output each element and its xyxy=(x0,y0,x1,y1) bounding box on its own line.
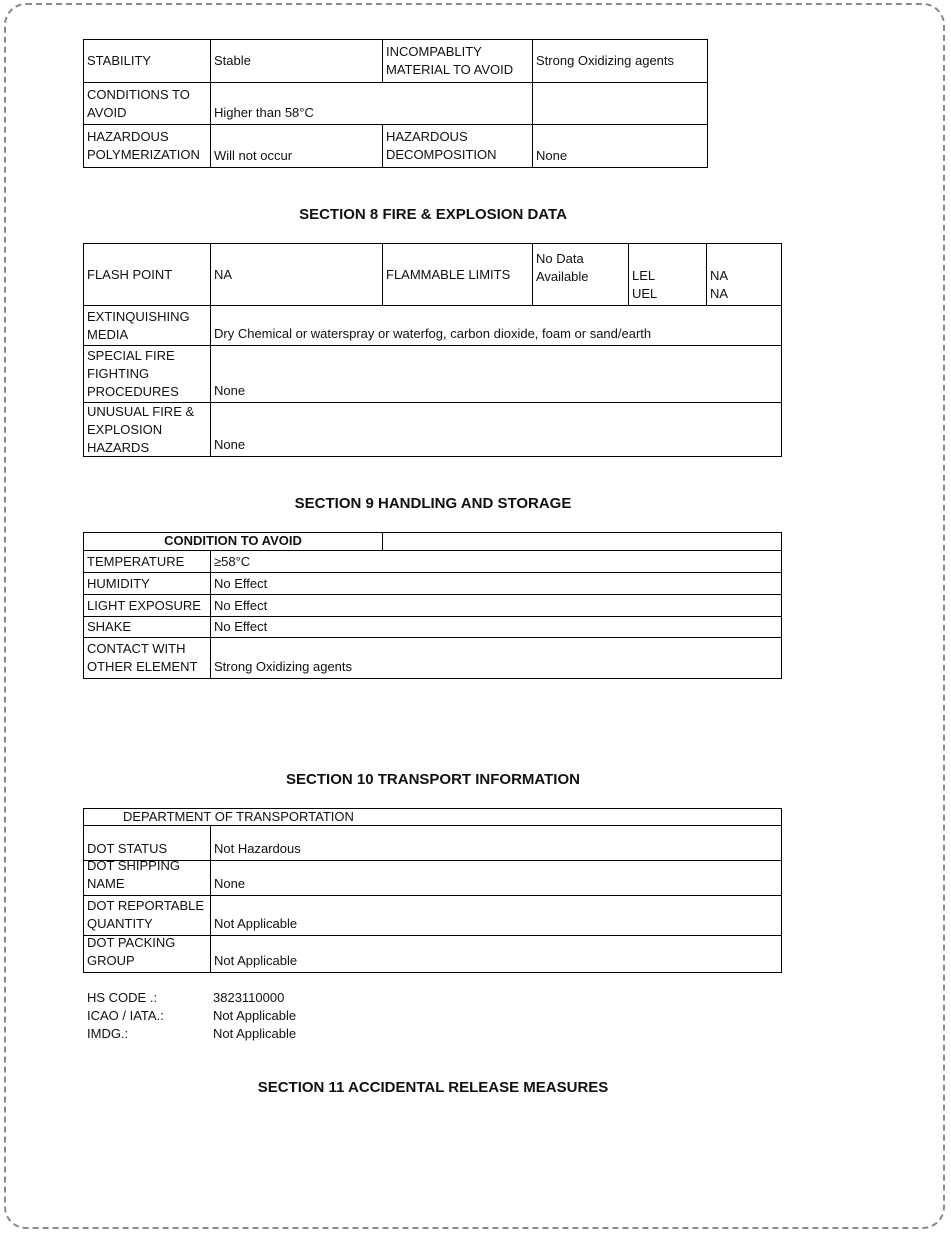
hs-code-label: HS CODE .: xyxy=(87,990,158,1005)
section-11-title: SECTION 11 ACCIDENTAL RELEASE MEASURES xyxy=(257,1079,609,1096)
lel-uel-labels: LEL UEL xyxy=(632,268,658,301)
hazardous-polymerization-value: Will not occur xyxy=(214,148,293,163)
dot-reportable-quantity-label: DOT REPORTABLE QUANTITY xyxy=(87,898,205,931)
incompatibility-label: INCOMPABLITY MATERIAL TO AVOID xyxy=(386,44,514,77)
shake-label: SHAKE xyxy=(87,619,132,634)
conditions-value: Higher than 58°C xyxy=(214,105,314,120)
temperature-value: ≥58°C xyxy=(214,553,251,569)
section-10-title: SECTION 10 TRANSPORT INFORMATION xyxy=(286,771,580,788)
dot-packing-group-label: DOT PACKING GROUP xyxy=(87,935,176,968)
dot-packing-group-value: Not Applicable xyxy=(214,953,298,968)
hazardous-decomposition-value: None xyxy=(536,148,568,163)
flash-point-value: NA xyxy=(214,266,233,282)
humidity-value: No Effect xyxy=(214,575,268,591)
extinguishing-media-value: Dry Chemical or waterspray or waterfog, carbon dioxide, foam or sand/earth xyxy=(214,326,652,341)
lel-uel-values: NA NA xyxy=(710,268,729,301)
hazardous-decomposition-label: HAZARDOUS DECOMPOSITION xyxy=(386,129,497,162)
hs-code-value: 3823110000 xyxy=(213,990,285,1005)
dot-shipping-name-value: None xyxy=(214,876,246,891)
dot-shipping-name-label: DOT SHIPPING NAME xyxy=(87,858,180,891)
light-exposure-value: No Effect xyxy=(214,597,268,613)
stability-label: STABILITY xyxy=(87,53,152,68)
unusual-hazards-value: None xyxy=(214,437,246,452)
dot-status-value: Not Hazardous xyxy=(214,841,301,856)
imdg-value: Not Applicable xyxy=(213,1026,297,1041)
hazardous-polymerization-label: HAZARDOUS POLYMERIZATION xyxy=(87,129,200,162)
section-8-title: SECTION 8 FIRE & EXPLOSION DATA xyxy=(299,206,567,223)
humidity-label: HUMIDITY xyxy=(87,575,150,591)
dot-header: DEPARTMENT OF TRANSPORTATION xyxy=(123,808,354,824)
unusual-hazards-label: UNUSUAL FIRE & EXPLOSION HAZARDS xyxy=(87,403,195,455)
incompatibility-value: Strong Oxidizing agents xyxy=(536,53,675,68)
special-fire-fighting-label: SPECIAL FIRE FIGHTING PROCEDURES xyxy=(87,348,179,399)
light-exposure-label: LIGHT EXPOSURE xyxy=(87,597,201,613)
special-fire-fighting-value: None xyxy=(214,383,246,398)
dot-reportable-quantity-value: Not Applicable xyxy=(214,916,298,931)
contact-value: Strong Oxidizing agents xyxy=(214,659,353,674)
icao-iata-value: Not Applicable xyxy=(213,1008,297,1023)
section-9-title: SECTION 9 HANDLING AND STORAGE xyxy=(294,495,572,512)
flash-point-label: FLASH POINT xyxy=(87,266,173,282)
imdg-label: IMDG.: xyxy=(87,1026,129,1041)
condition-to-avoid-header: CONDITION TO AVOID xyxy=(164,533,302,548)
dot-status-label: DOT STATUS xyxy=(87,841,168,856)
flammable-limits-label: FLAMMABLE LIMITS xyxy=(386,266,511,282)
contact-label: CONTACT WITH OTHER ELEMENT xyxy=(87,641,198,674)
stability-value: Stable xyxy=(214,53,251,68)
flammable-limits-value: No Data Available xyxy=(536,251,589,284)
extinguishing-media-label: EXTINQUISHING MEDIA xyxy=(87,308,190,342)
shake-value: No Effect xyxy=(214,619,268,634)
conditions-label: CONDITIONS TO AVOID xyxy=(87,86,190,120)
icao-iata-label: ICAO / IATA.: xyxy=(87,1008,164,1023)
temperature-label: TEMPERATURE xyxy=(87,553,185,569)
